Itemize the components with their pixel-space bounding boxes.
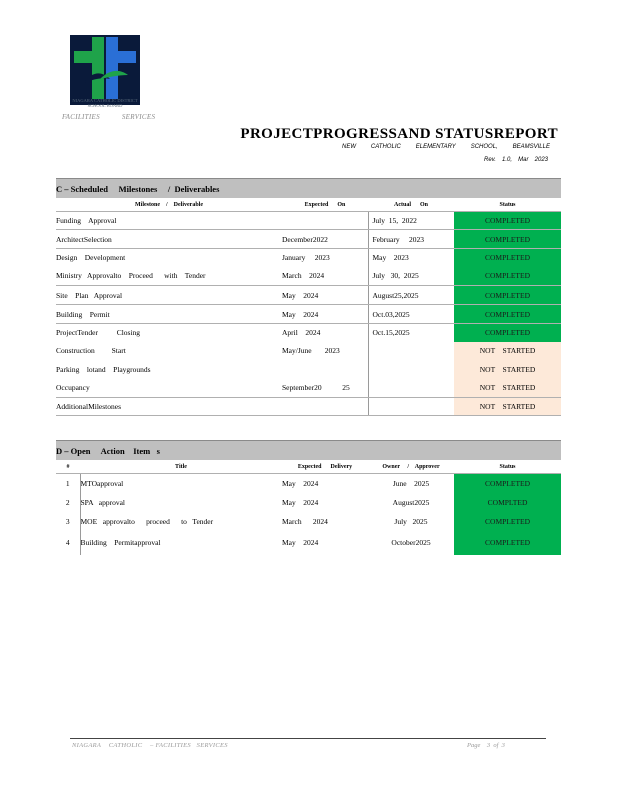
status-badge: COMPLETED — [454, 230, 561, 249]
logo-caption: NIAGARA CATHOLIC DISTRICT SCHOOL BOARD — [72, 98, 138, 108]
col-status: Status — [454, 198, 561, 212]
col-status: Status — [454, 460, 561, 474]
status-badge: COMPLETED — [454, 286, 561, 305]
status-badge: NOT STARTED — [454, 379, 561, 398]
status-badge: COMPLETED — [454, 531, 561, 555]
table-row: 1 MTOapproval May 2024 June 2025 COMPLETED — [56, 474, 561, 493]
col-title: Title — [80, 460, 282, 474]
status-badge: COMPLETED — [454, 267, 561, 286]
col-actual-on: Actual On — [368, 198, 454, 212]
status-badge: COMPLETED — [454, 212, 561, 230]
col-number: # — [56, 460, 80, 474]
page-number: Page 3 of 3 — [467, 742, 505, 749]
report-title: PROJECTPROGRESSAND STATUSREPORT — [240, 126, 558, 142]
revision-line: Rev. 1.0, Mar 2023 — [484, 157, 548, 163]
action-items-section-title: D – Open Action Item s — [56, 441, 561, 461]
status-badge: COMPLETED — [454, 474, 561, 493]
table-row: 4 Building Permitapproval May 2024 October2025 COMPLETED — [56, 531, 561, 555]
table-row: 2 SPA approval May 2024 August2025 COMPLTED — [56, 493, 561, 512]
milestones-table — [56, 178, 561, 416]
col-owner-approver: Owner / Approver — [368, 460, 454, 474]
facilities-services-label: FACILITIES SERVICES — [62, 113, 156, 121]
table-row: Design Development January 2023 May 2023 COMPLETED — [56, 249, 561, 267]
status-badge: COMPLTED — [454, 493, 561, 512]
table-row: Building Permit May 2024 Oct.03,2025 COMPLETED — [56, 305, 561, 324]
table-row: ProjectTender Closing April 2024 Oct.15,2025 COMPLETED — [56, 324, 561, 342]
table-row: Funding Approval July 15, 2022 COMPLETED — [56, 212, 561, 230]
status-badge: COMPLETED — [454, 249, 561, 267]
status-badge: NOT STARTED — [454, 360, 561, 379]
table-row: ArchitectSelection December2022 February 2023 COMPLETED — [56, 230, 561, 249]
table-row: 3 MOE approvalto proceed to Tender March 2024 July 2025 COMPLETED — [56, 512, 561, 531]
project-subtitle: NEW CATHOLIC ELEMENTARY SCHOOL, BEAMSVILLE — [342, 144, 550, 150]
table-row: Site Plan Approval May 2024 August25,2025 COMPLETED — [56, 286, 561, 305]
table-row: Construction Start May/June 2023 NOT STARTED — [56, 342, 561, 360]
status-badge: COMPLETED — [454, 324, 561, 342]
milestones-section-title: C – Scheduled Milestones / Deliverables — [56, 179, 561, 199]
status-badge: COMPLETED — [454, 305, 561, 324]
footer-divider — [70, 738, 546, 739]
action-items-table — [56, 440, 561, 555]
status-badge: NOT STARTED — [454, 398, 561, 416]
school-board-logo — [70, 35, 140, 105]
table-row: Ministry Approvalto Proceed with Tender March 2024 July 30, 2025 COMPLETED — [56, 267, 561, 286]
col-expected-on: Expected On — [282, 198, 368, 212]
status-badge: COMPLETED — [454, 512, 561, 531]
table-row: Parking lotand Playgrounds NOT STARTED — [56, 360, 561, 379]
col-milestone: Milestone / Deliverable — [56, 198, 282, 212]
col-expected-delivery: Expected Delivery — [282, 460, 368, 474]
table-row: AdditionalMilestones NOT STARTED — [56, 398, 561, 416]
table-row: Occupancy September20 25 NOT STARTED — [56, 379, 561, 398]
status-badge: NOT STARTED — [454, 342, 561, 360]
footer-organization: NIAGARA CATHOLIC – FACILITIES SERVICES — [72, 742, 228, 749]
